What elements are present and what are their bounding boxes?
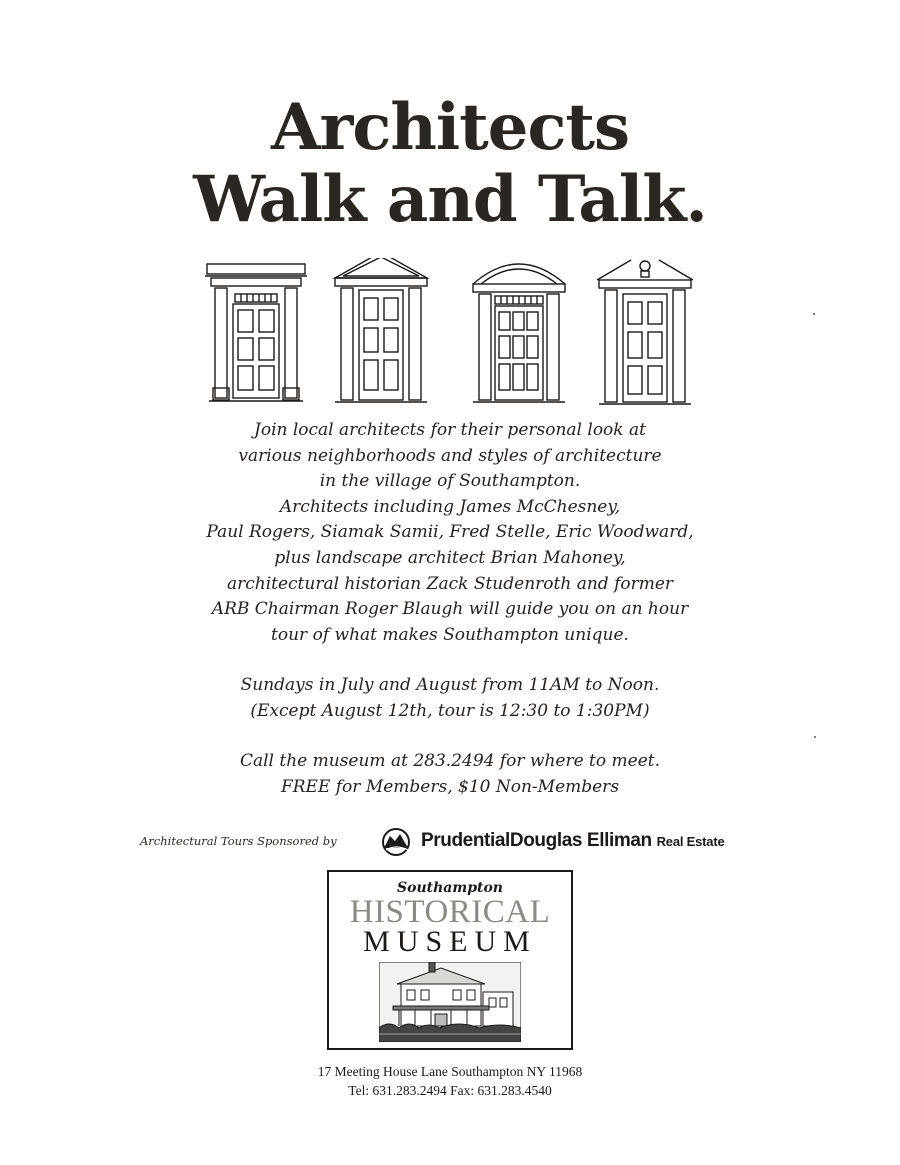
- flyer-title: [0, 92, 900, 236]
- scan-speck: [814, 736, 816, 738]
- schedule-text: [0, 672, 900, 724]
- contact-text: [0, 748, 900, 800]
- museum-historical-text: HISTORICAL: [349, 894, 551, 930]
- door-1-icon: [205, 264, 307, 401]
- intro-line: tour of what makes Southampton unique.: [271, 624, 629, 645]
- intro-line: in the village of Southampton.: [319, 471, 581, 492]
- address-line-2: Tel: 631.283.2494 Fax: 631.283.4540: [348, 1083, 552, 1098]
- scan-speck: [813, 313, 815, 315]
- intro-line: Architects including James McChesney,: [279, 496, 621, 517]
- title-line-1: Architects: [270, 90, 630, 165]
- intro-line: architectural historian Zack Studenroth and former: [226, 573, 674, 594]
- prudential-rock-logo-icon: [378, 828, 414, 856]
- intro-line: Paul Rogers, Siamak Samii, Fred Stelle, Eric Woodward,: [206, 522, 694, 543]
- sponsor-suffix: Real Estate: [656, 834, 725, 849]
- intro-line: various neighborhoods and styles of architecture: [238, 445, 662, 466]
- address-line-1: 17 Meeting House Lane Southampton NY 11968: [317, 1064, 583, 1079]
- contact-line-1: Call the museum at 283.2494 for where to meet.: [239, 751, 661, 771]
- museum-logo: [327, 870, 573, 1050]
- sponsor-company: PrudentialDouglas Elliman: [421, 830, 652, 851]
- intro-line: ARB Chairman Roger Blaugh will guide you on an hour: [211, 599, 689, 620]
- door-4-icon: [597, 260, 693, 404]
- museum-address: [0, 1062, 900, 1100]
- museum-script-text: Southampton: [397, 880, 503, 896]
- contact-line-2: FREE for Members, $10 Non-Members: [280, 777, 620, 797]
- museum-house-illustration: [379, 962, 521, 1042]
- sponsor-name: [421, 830, 725, 852]
- schedule-line-1: Sundays in July and August from 11AM to Noon.: [240, 675, 660, 695]
- museum-museum-text: MUSEUM: [363, 925, 537, 958]
- door-3-icon: [473, 264, 565, 402]
- intro-paragraph: [0, 418, 900, 648]
- door-2-icon: [335, 258, 427, 402]
- schedule-line-2: (Except August 12th, tour is 12:30 to 1:30PM): [250, 701, 650, 721]
- title-line-2: Walk and Talk.: [193, 162, 707, 237]
- intro-line: Join local architects for their personal look at: [254, 420, 646, 440]
- intro-line: plus landscape architect Brian Mahoney,: [274, 547, 626, 568]
- sponsor-row: [140, 828, 780, 858]
- sponsor-label: Architectural Tours Sponsored by: [140, 834, 337, 848]
- doorways-illustration: [205, 258, 705, 408]
